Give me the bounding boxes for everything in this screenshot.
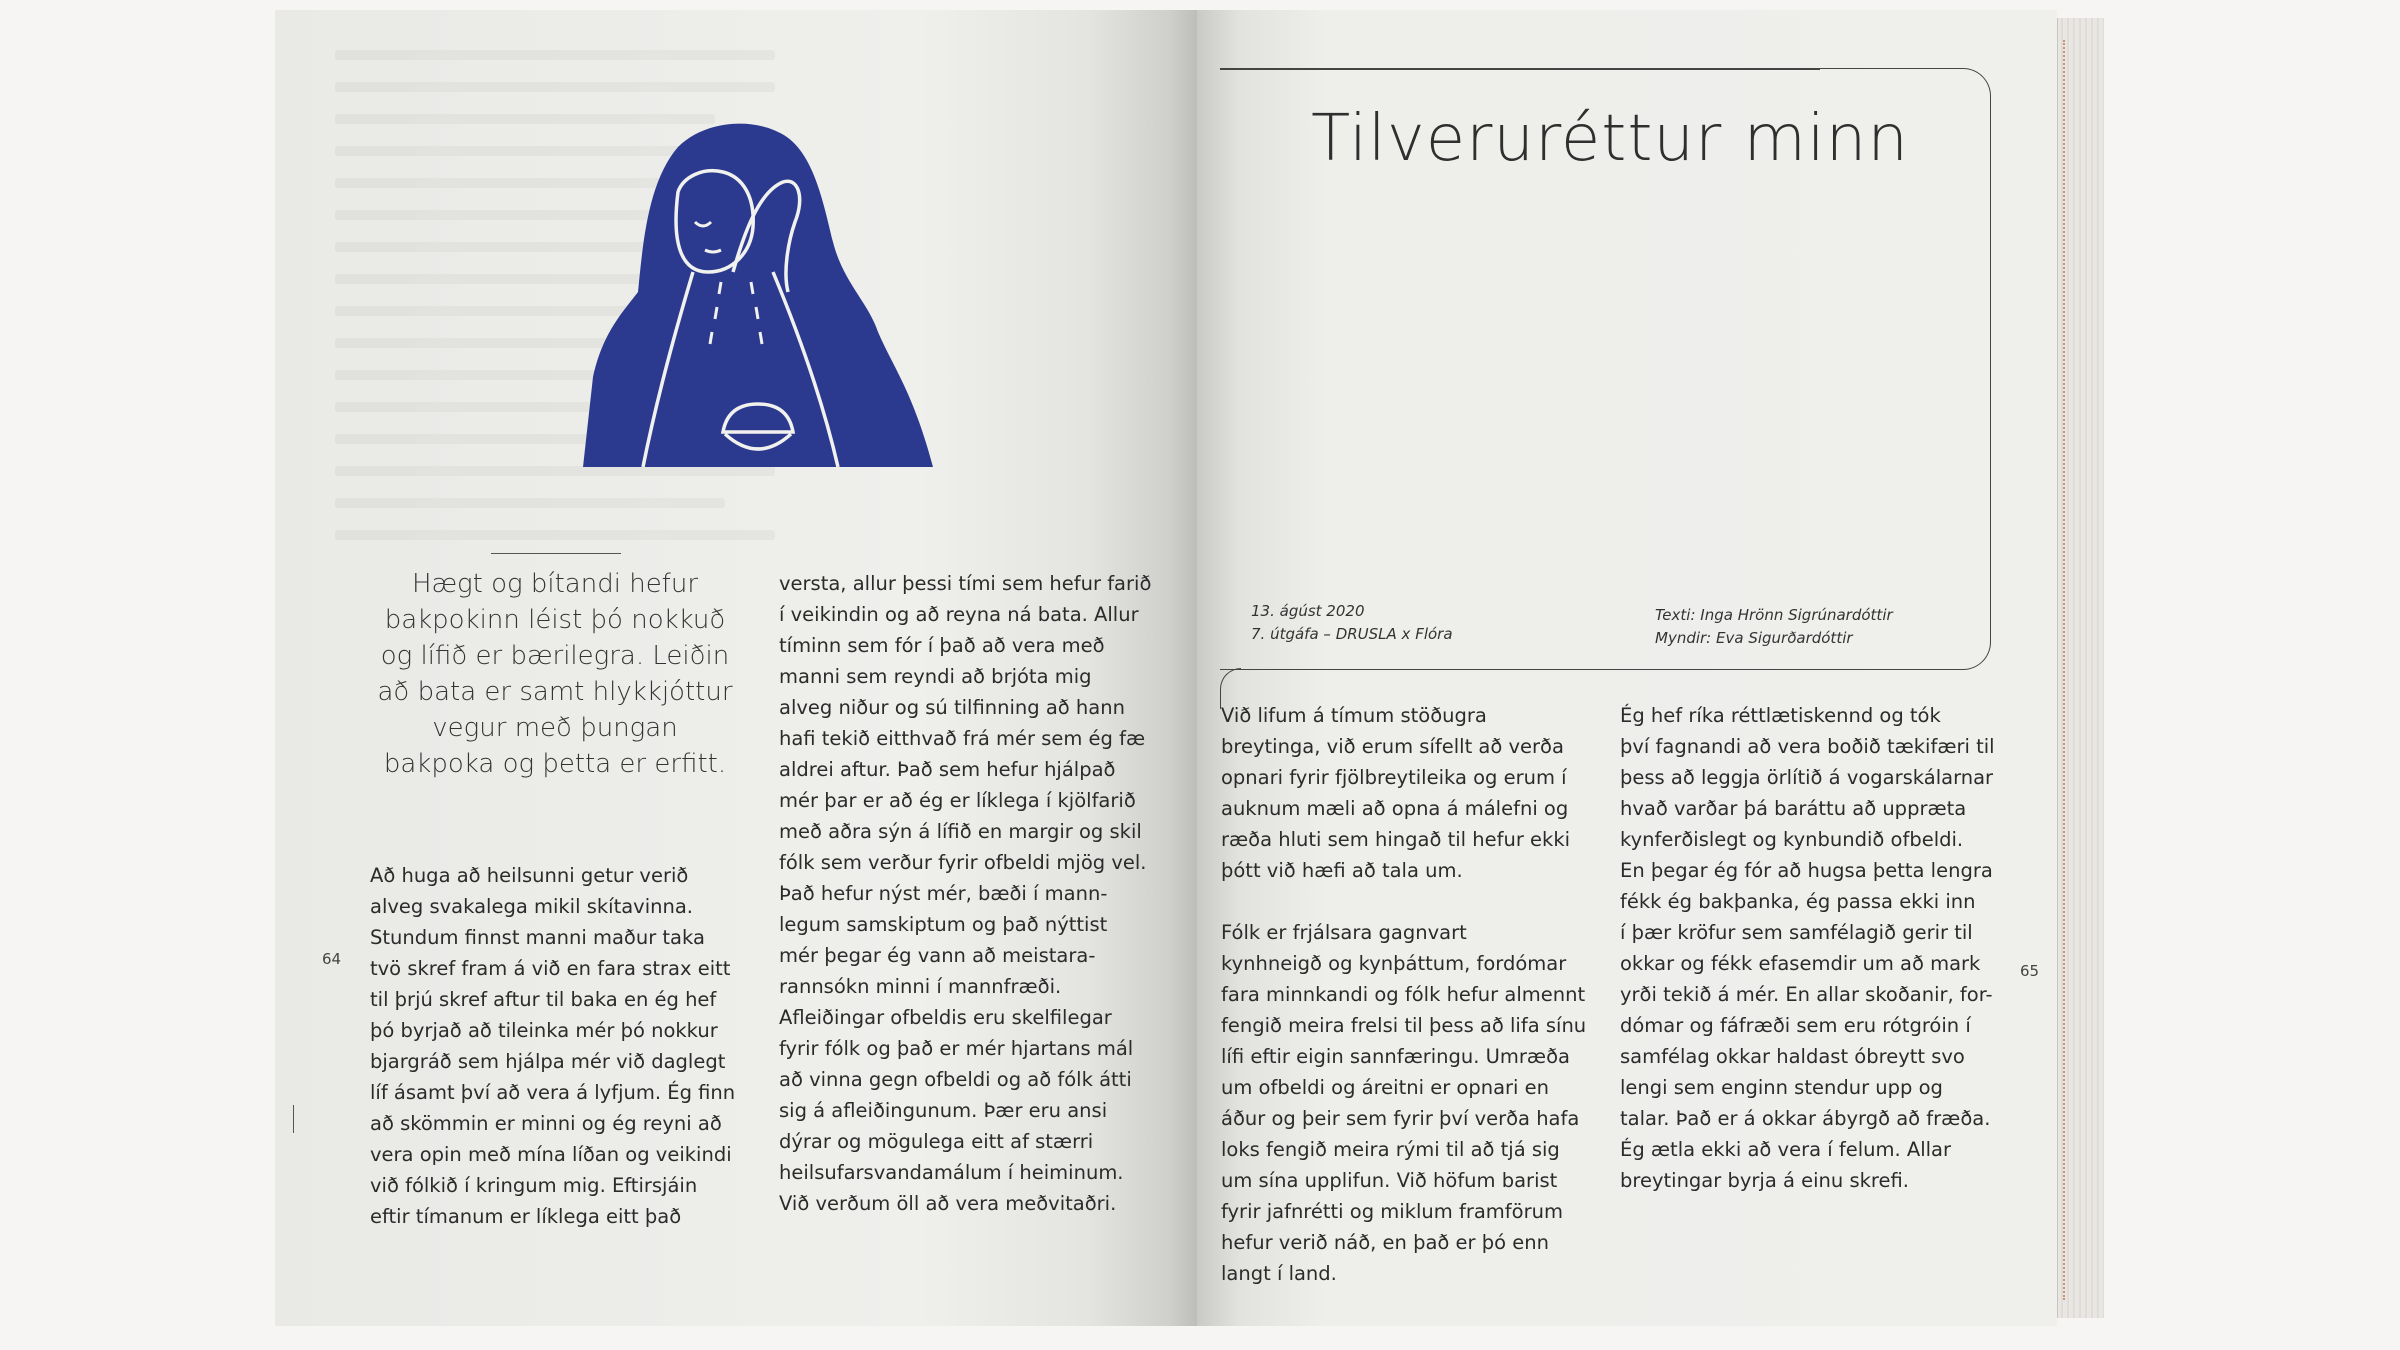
article-date: 13. ágúst 2020: [1251, 602, 1365, 620]
article-edition: 7. útgáfa – DRUSLA x Flóra: [1251, 625, 1453, 643]
open-book-spread: [275, 10, 2125, 1326]
right-page-column-2: Ég hef ríka réttlætiskennd og tók því fagnandi að vera boðið tækifæri til þess að leggja örlítið á vogarskálarnar hvað varðar þá baráttu að uppræta kynferðislegt og kynbundið ofbeldi. En þegar ég fór að hugsa þetta lengra fékk ég bakþanka, ég passa ekki inn í þær kröfur sem samfélagið gerir til okkar og fékk efasemdir um að mark yrði tekið á mér. En allar skoðanir, for- dómar og fáfræði sem eru rótgróin í samfélag okkar haldast óbreytt svo lengi sem enginn stendur upp og talar. Það er á okkar ábyrgð að fræða. Ég ætla ekki að vera í felum. Allar breytingar byrja á einu skrefi.: [1620, 704, 1995, 1192]
image-credit: Myndir: Eva Sigurðardóttir: [1655, 629, 1853, 647]
margin-mark: [293, 1105, 294, 1133]
woman-with-bowl-illustration: [583, 122, 939, 472]
page-number-right: 65: [2020, 962, 2040, 980]
text-credit: Texti: Inga Hrönn Sigrúnardóttir: [1655, 606, 1893, 624]
page-number-left: 64: [322, 950, 342, 968]
title-frame-top-rule: [1220, 68, 1820, 70]
left-page-column-1: Að huga að heilsunni getur verið alveg svakalega mikil skítavinna. Stundum finnst manni maður taka tvö skref fram á við en fara strax eitt til þrjú skref aftur til baka en ég hef þó byrjað að tileinka mér þó nokkur bjargráð sem hjálpa mér við daglegt líf ásamt því að vera á lyfjum. Ég finn að skömmin er minni og ég reyni að vera opin með mína líðan og veikindi við fólkið í kringum mig. Eftirsjáin eftir tímanum er líklega eitt það: [370, 864, 736, 1228]
article-title: Tilveruréttur minn: [1311, 102, 1909, 176]
right-page-column-1: Við lifum á tímum stöðugra breytinga, við erum sífellt að verða opnari fyrir fjölbreytileika og erum í auknum mæli að opna á málefni og ræða hluti sem hingað til hefur ekki þótt við hæfi að tala um. Fólk er frjálsara gagnvart kynhneigð og kynþáttum, fordómar fara minnkandi og fólk hefur almennt fengið meira frelsi til þess að lifa sínu lífi eftir eigin sannfæringu. Umræða um ofbeldi og áreitni er opnari en áður og þeir sem fyrir því verða hafa loks fengið meira rými til að tjá sig um sína upplifun. Við höfum barist fyrir jafnrétti og miklum framförum hefur verið náð, en það er þó enn langt í land.: [1221, 704, 1587, 1285]
pullquote-rule: [491, 553, 621, 554]
left-page: [275, 10, 1197, 1326]
left-page-column-2: versta, allur þessi tími sem hefur farið í veikindin og að reyna ná bata. Allur tíminn sem fór í það að vera með manni sem reyndi að brjóta mig alveg niður og sú tilfinning að hann hafi tekið eitthvað frá mér sem ég fæ aldrei aftur. Það sem hefur hjálpað mér þar er að ég er líklega í kjölfarið með aðra sýn á lífið en margir og skil fólk sem verður fyrir ofbeldi mjög vel. Það hefur nýst mér, bæði í mann- legum samskiptum og það nýttist mér þegar ég vann að meistara- rannsókn minni í mannfræði. Afleiðingar ofbeldis eru skelfilegar fyrir fólk og það er mér hjartans mál að vinna gegn ofbeldi og að fólk átti sig á afleiðingunum. Þær eru ansi dýrar og mögulega eitt af stærri heilsufarsvandamálum í heiminum. Við verðum öll að vera meðvitaðri.: [779, 572, 1152, 1215]
edge-marks: [2063, 40, 2069, 1300]
pullquote: Hægt og bítandi hefur bakpokinn léist þó nokkuð og lífið er bærilegra. Leiðin að bata er samt hlykkjóttur vegur með þungan bakpoka og þetta er erfitt.: [377, 569, 733, 779]
